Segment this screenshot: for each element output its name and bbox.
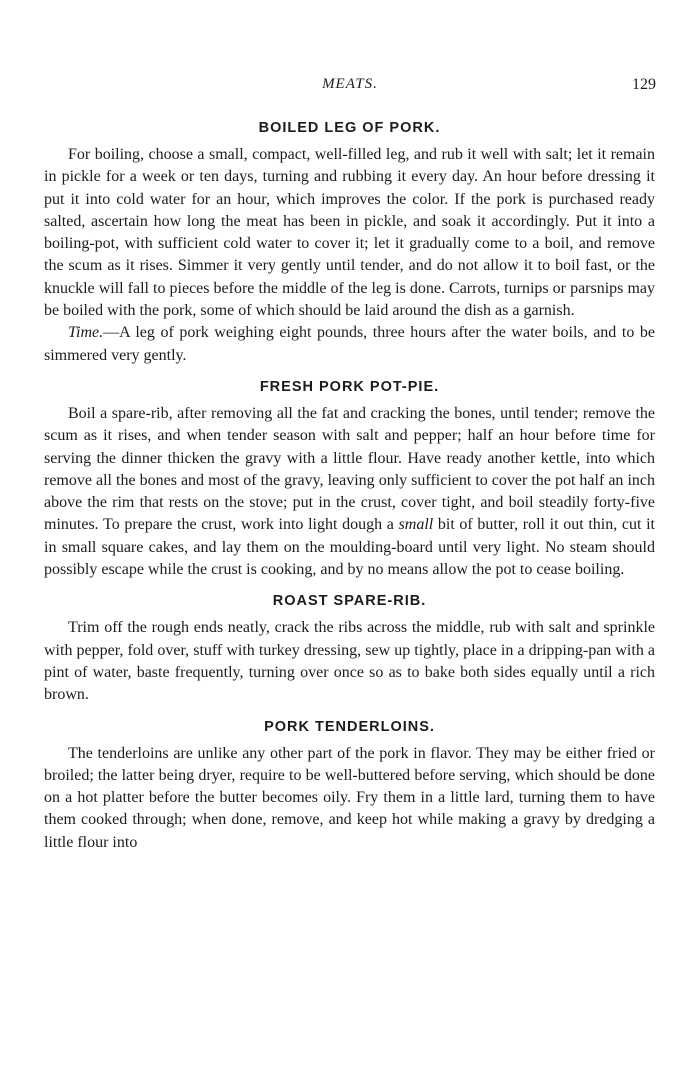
recipe-paragraph bbox=[44, 403, 655, 581]
time-label: Time. bbox=[68, 324, 104, 342]
recipe-title: ROAST SPARE-RIB. bbox=[272, 593, 427, 610]
recipe-paragraph: Trim off the rough ends neatly, crack the ribs across the middle, rub with salt and sprinkle with pepper, fold over, stuff with turkey dressing, sew up tightly, place in a dripping-pan with a pint of water, baste frequently, turning over once so as to bake both sides equally until a rich brown. bbox=[44, 619, 655, 704]
paragraph-text-after: bit of butter, roll it out thin, cut it in small square cakes, and lay them on the moulding-board until very light. No steam should possibly escape while the crust is cooking, and by no means allow the pot to cease boiling. bbox=[44, 516, 655, 579]
recipe-pork-tenderloins bbox=[44, 717, 655, 854]
paragraph-text-before: Boil a spare-rib, after removing all the fat and cracking the bones, until tender; remove the scum as it rises, and when tender season with salt and pepper; half an hour before time for serving the dinner thicken the gravy with a little flour. Have ready another kettle, into which remove all the bones and most of the gravy, leaving only sufficient to cover the pot half an inch above the rim that rests on the stove; put in the crust, cover tight, and boil steadily forty-five minutes. To prepare the crust, work into light dough a bbox=[44, 404, 655, 534]
recipe-title: FRESH PORK POT-PIE. bbox=[259, 378, 440, 395]
recipe-paragraph: The tenderloins are unlike any other part of the pork in flavor. They may be either fried or broiled; the latter being dryer, require to be well-buttered before serving, which should be done on a hot platter before the butter becomes oily. Fry them in a little lard, turning them to have them cooked through; when done, remove, and keep hot while making a gravy by dredging a little flour into bbox=[44, 744, 655, 851]
recipe-roast-spare-rib bbox=[44, 591, 655, 706]
page-number: 129 bbox=[632, 76, 656, 93]
running-head bbox=[44, 76, 656, 100]
recipe-boiled-leg-of-pork bbox=[44, 118, 655, 367]
running-title: MEATS. bbox=[322, 76, 378, 92]
recipe-title: BOILED LEG OF PORK. bbox=[258, 120, 441, 136]
recipe-title: PORK TENDERLOINS. bbox=[264, 718, 435, 735]
recipe-paragraph: For boiling, choose a small, compact, well-filled leg, and rub it well with salt; let it remain in pickle for a week or ten days, turning and rubbing it every day. An hour before dressing it put it into cold water for an hour, which improves the color. If the pork is purchased ready salted, ascertain how long the meat has been in pickle, and soak it accordingly. Put it into a boiling-pot, with sufficient cold water to cover it; let it gradually come to a boil, and remove the scum as it rises. Simmer it very gently until tender, and do not allow it to boil fast, or the knuckle will fall to pieces before the middle of the leg is done. Carrots, turnips or parsnips may be boiled with the pork, some of which should be laid around the dish as a garnish. bbox=[44, 146, 655, 320]
recipe-time-note bbox=[44, 322, 655, 367]
recipe-fresh-pork-pot-pie bbox=[44, 377, 655, 581]
page-content bbox=[44, 118, 655, 854]
time-text: —A leg of pork weighing eight pounds, three hours after the water boils, and to be simmered very gently. bbox=[44, 324, 655, 364]
emphasis-word: small bbox=[398, 516, 434, 534]
